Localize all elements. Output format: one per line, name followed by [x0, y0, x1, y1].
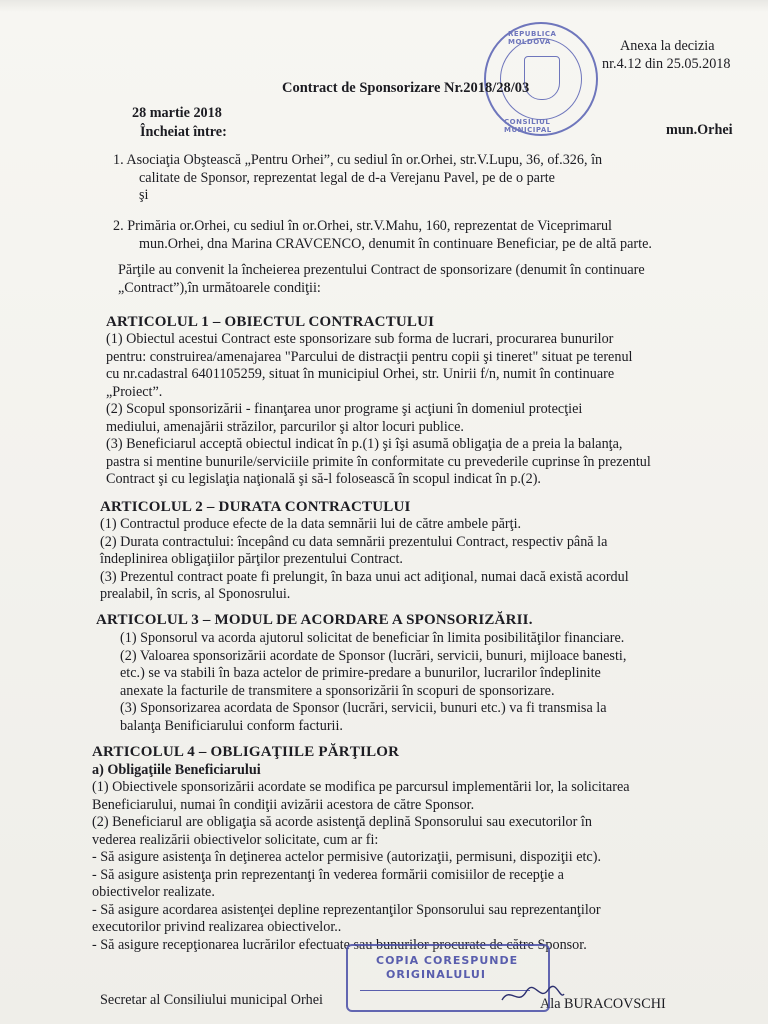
article-line: anexate la facturile de transmitere a sponsorizării în scopuri de sponsorizare. [120, 682, 555, 699]
party-sponsor [113, 152, 602, 205]
article-line: (2) Durata contractului: începând cu data semnării prezentului Contract, respectiv până la [100, 533, 608, 550]
party-beneficiary-line: 2. Primăria or.Orhei, cu sediul în or.Orhei, str.V.Mahu, 160, reprezentat de Viceprimarul [113, 218, 612, 234]
article-line: - Să asigure asistenţa în deţinerea actelor permisive (autorizaţii, permisuni, dispoziţii etc). [92, 849, 601, 865]
article-line: mediului, amenajării străzilor, parcurilor şi altor locuri publice. [106, 418, 464, 435]
article-line: (3) Beneficiarul acceptă obiectul indicat în p.(1) şi îşi asumă obligaţia de a preia la balanţa, [106, 436, 623, 452]
article-line: pentru: construirea/amenajarea "Parcului de distracţii pentru copii şi tineret" situat pe terenul [106, 348, 633, 365]
secretary-name: Ala BURACOVSCHI [540, 996, 666, 1012]
article-line: executorilor privind realizarea obiectivelor.. [92, 919, 342, 935]
contract-place: mun.Orhei [666, 122, 733, 138]
article-line: (2) Valoarea sponsorizării acordate de Sponsor (lucrări, servicii, bunuri, mijloace banesti, [120, 647, 627, 664]
article-line: cu nr.cadastral 6401105259, situat în municipiul Orhei, str. Unirii f/n, numit în continuare [106, 366, 615, 382]
article-line: - Să asigure recepţionarea lucrărilor efectuate sau bunurilor procurate de către Sponsor. [92, 936, 587, 953]
stamp-line: ORIGINALULUI [386, 968, 486, 981]
article-1-heading: ARTICOLUL 1 – OBIECTUL CONTRACTULUI [106, 314, 435, 330]
article-line: îndeplinirea obligaţiilor părţilor prezentului Contract. [100, 551, 403, 567]
article-1-body [106, 331, 651, 489]
scan-shadow [0, 0, 768, 12]
article-line: (3) Sponsorizarea acordata de Sponsor (lucrări, servicii, bunuri etc.) va fi transmisa la [120, 700, 607, 716]
article-line: (2) Beneficiarul are obligaţia să acorde asistenţă deplină Sponsorului sau executorilor în [92, 814, 592, 830]
article-3-body [120, 630, 626, 735]
contract-title: Contract de Sponsorizare Nr.2018/28/03 [282, 80, 530, 96]
article-line: (2) Scopul sponsorizării - finanţarea unor programe şi acţiuni în domeniul protecţiei [106, 401, 583, 417]
article-line: etc.) se va stabili în baza actelor de primire-predare a bunurilor, lucrarilor îndeplinite [120, 665, 601, 681]
article-4-heading: ARTICOLUL 4 – OBLIGAŢIILE PĂRŢILOR [92, 744, 400, 760]
article-line: - Să asigure asistenţa prin reprezentanţi în vederea formării comisiilor de recepţie a [92, 866, 564, 883]
conjunction-and: şi [139, 187, 149, 203]
article-line: obiectivelor realizate. [92, 884, 215, 900]
article-line: vederea realizării obiectivelor solicitate, cum ar fi: [92, 831, 379, 848]
article-line: (1) Obiectul acestui Contract este sponsorizare sub forma de lucrari, procurarea bunurilor [106, 331, 614, 347]
agreement-line: „Contract”),în următoarele condiţii: [118, 279, 321, 296]
agreement-paragraph [118, 262, 645, 297]
stamp-line: COPIA CORESPUNDE [376, 954, 519, 967]
article-line: (1) Contractul produce efecte de la data semnării lui de către ambele părţi. [100, 516, 522, 532]
party-sponsor-line: calitate de Sponsor, reprezentat legal de d-a Verejanu Pavel, pe de o parte [139, 169, 555, 186]
article-2-body [100, 516, 629, 604]
coat-of-arms-icon [524, 56, 560, 100]
annex-decision: nr.4.12 din 25.05.2018 [602, 56, 731, 72]
article-line: - Să asigure acordarea asistenţei depline reprezentanţilor Sponsorului sau reprezentanţilor [92, 901, 601, 918]
article-4-subheading: a) Obligaţiile Beneficiarului [92, 762, 261, 778]
article-line: „Proiect”. [106, 383, 163, 400]
article-line: (1) Obiectivele sponsorizării acordate se modifica pe parcursul implementării lor, la solicitarea [92, 779, 630, 795]
article-4-body [92, 779, 630, 954]
concluded-between: Încheiat între: [140, 124, 227, 140]
article-line: Contract şi cu legislaţia naţională şi să-l folosească în scopul indicat în p.(2). [106, 471, 541, 487]
contract-date: 28 martie 2018 [132, 105, 222, 121]
party-beneficiary [113, 218, 652, 253]
article-line: balanţa Benificiarului conform facturii. [120, 717, 343, 734]
article-line: prealabil, în scris, al Sponosrului. [100, 586, 291, 602]
article-line: (1) Sponsorul va acorda ajutorul solicitat de beneficiar în limita posibilităţilor financiare. [120, 630, 625, 646]
article-2-heading: ARTICOLUL 2 – DURATA CONTRACTULUI [100, 499, 411, 515]
annex-label: Anexa la decizia [620, 38, 715, 54]
article-3-heading: ARTICOLUL 3 – MODUL DE ACORDARE A SPONSORIZĂRII. [96, 612, 533, 628]
article-line: Beneficiarului, numai în condiţii avizării acestora de către Sponsor. [92, 796, 475, 813]
agreement-line: Părţile au convenit la încheierea prezentului Contract de sponsorizare (denumit în continuare [118, 262, 645, 278]
party-sponsor-line: 1. Asociaţia Obştească „Pentru Orhei”, cu sediul în or.Orhei, str.V.Lupu, 36, of.326, în [113, 152, 603, 168]
secretary-title: Secretar al Consiliului municipal Orhei [100, 992, 324, 1008]
handwritten-signature [500, 982, 566, 1008]
party-beneficiary-line: mun.Orhei, dna Marina CRAVCENCO, denumit în continuare Beneficiar, pe de altă parte. [139, 235, 652, 252]
article-line: (3) Prezentul contract poate fi prelungit, în baza unui act adiţional, numai dacă există acordul [100, 568, 629, 585]
official-seal: REPUBLICA MOLDOVA CONSILIUL MUNICIPAL [484, 22, 598, 136]
article-line: pastra si mentine bunurile/serviciile primite în conformitate cu prevederile cuprinse în prezentul [106, 453, 651, 470]
